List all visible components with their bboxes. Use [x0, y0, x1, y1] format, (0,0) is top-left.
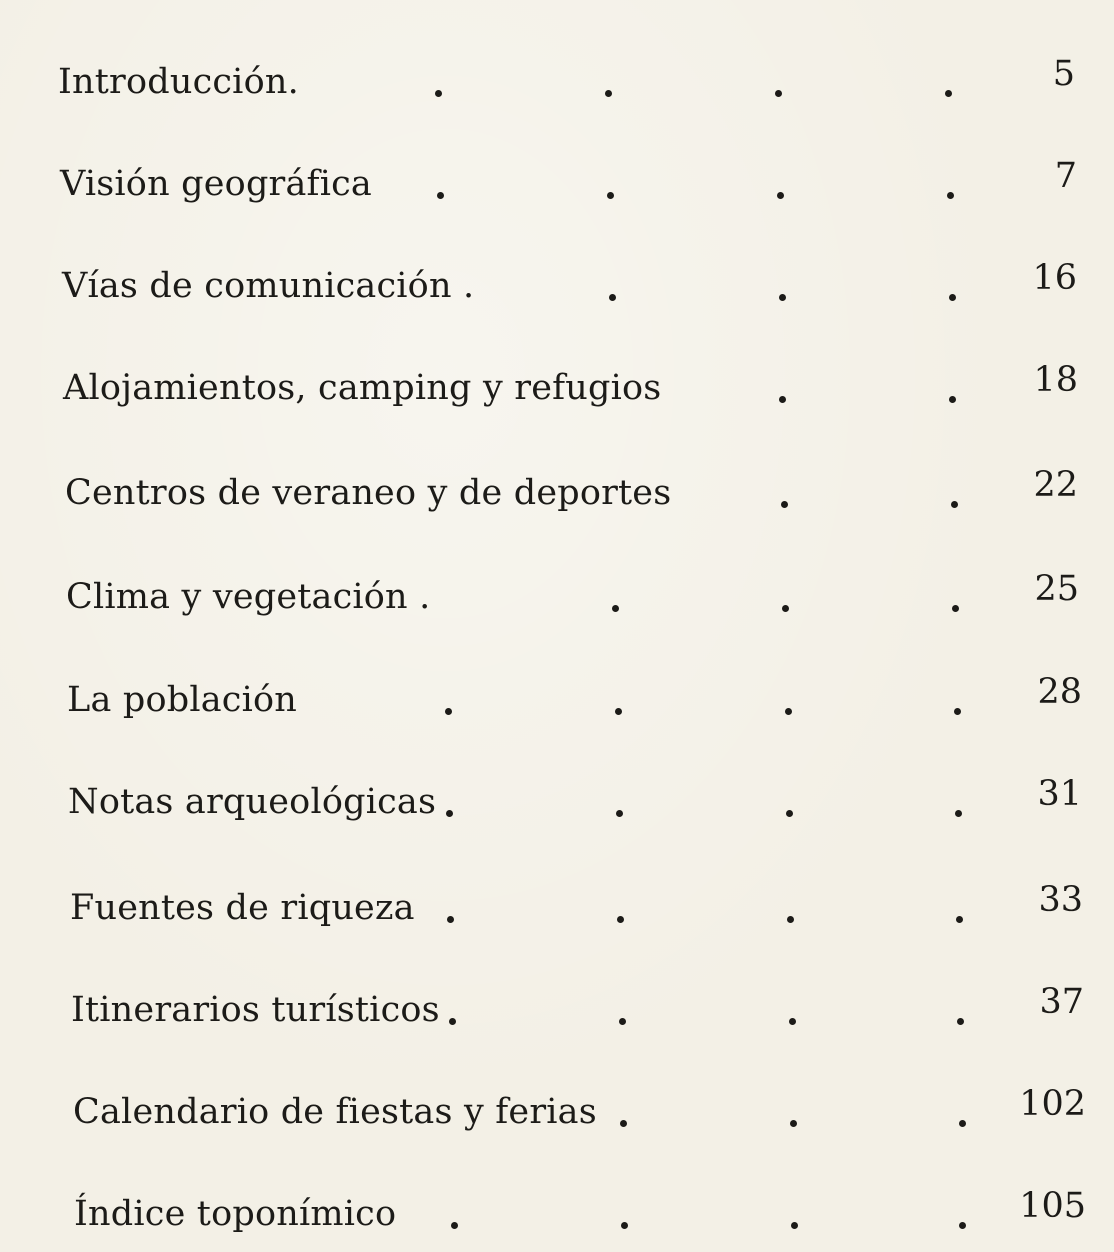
leader-dot [790, 1120, 797, 1127]
toc-entry [0, 54, 1114, 120]
toc-entry-title: La población [67, 680, 297, 720]
leader-dot [437, 192, 444, 199]
leader-dot [954, 708, 961, 715]
toc-entry-page: 5 [1052, 54, 1075, 94]
leader-dot [787, 916, 794, 923]
leader-dot [445, 708, 452, 715]
leader-dot [947, 192, 954, 199]
leader-dot [781, 501, 788, 508]
leader-dot [451, 1222, 458, 1229]
toc-entry-page: 102 [1019, 1084, 1086, 1124]
leader-dot [617, 916, 624, 923]
toc-entry-page: 37 [1039, 982, 1084, 1022]
toc-entry-page: 28 [1037, 672, 1082, 712]
leader-dot [789, 1018, 796, 1025]
leader-dot [791, 1222, 798, 1229]
leader-dot [949, 294, 956, 301]
leader-dot [786, 810, 793, 817]
toc-entry-title: Itinerarios turísticos [71, 990, 440, 1030]
leader-dot [959, 1120, 966, 1127]
toc-entry-page: 31 [1037, 774, 1082, 814]
toc-entry-title: Visión geográfica [60, 164, 372, 204]
leader-dot [435, 90, 442, 97]
toc-entry-title: Centros de veraneo y de deportes [65, 473, 672, 513]
toc-entry-page: 18 [1033, 360, 1078, 400]
toc-entry-page: 25 [1034, 569, 1079, 609]
leader-dot [779, 396, 786, 403]
toc-entry-title: Índice toponímico [74, 1194, 397, 1234]
leader-dot [609, 294, 616, 301]
leader-dot [952, 605, 959, 612]
toc-entry-title: Calendario de fiestas y ferias [73, 1092, 597, 1132]
leader-dot [775, 90, 782, 97]
leader-dot [785, 708, 792, 715]
toc-entry [0, 156, 1114, 222]
toc-entry [0, 880, 1114, 946]
toc-entry-title: Notas arqueológicas [68, 782, 437, 822]
leader-dot [777, 192, 784, 199]
toc-entry-page: 16 [1032, 258, 1077, 298]
leader-dot [620, 1120, 627, 1127]
toc-entry-page: 105 [1019, 1186, 1086, 1226]
leader-dot [956, 916, 963, 923]
leader-dot [449, 1018, 456, 1025]
leader-dot [447, 916, 454, 923]
leader-dot [959, 1222, 966, 1229]
leader-dot [605, 90, 612, 97]
leader-dot [607, 192, 614, 199]
toc-entry [0, 1084, 1114, 1150]
toc-entry-page: 22 [1033, 465, 1078, 505]
toc-entry [0, 258, 1114, 324]
toc-entry [0, 569, 1114, 635]
toc-entry-page: 7 [1054, 156, 1077, 196]
leader-dot [619, 1018, 626, 1025]
leader-dot [945, 90, 952, 97]
toc-entry [0, 465, 1114, 531]
leader-dot [446, 810, 453, 817]
leader-dot [616, 810, 623, 817]
leader-dot [949, 396, 956, 403]
toc-entry [0, 1186, 1114, 1252]
toc-entry-title: Introducción. [58, 62, 299, 102]
toc-entry-page: 33 [1038, 880, 1083, 920]
toc-entry [0, 774, 1114, 840]
toc-entry-title: Vías de comunicación . [62, 266, 475, 306]
leader-dot [951, 501, 958, 508]
leader-dot [779, 294, 786, 301]
leader-dot [782, 605, 789, 612]
leader-dot [621, 1222, 628, 1229]
toc-entry-title: Alojamientos, camping y refugios [63, 368, 662, 408]
toc-entry [0, 360, 1114, 426]
toc-entry-title: Clima y vegetación . [66, 577, 431, 617]
leader-dot [957, 1018, 964, 1025]
toc-entry [0, 982, 1114, 1048]
leader-dot [615, 708, 622, 715]
leader-dot [612, 605, 619, 612]
leader-dot [955, 810, 962, 817]
toc-entry-title: Fuentes de riqueza [70, 888, 415, 928]
toc-entry [0, 672, 1114, 738]
